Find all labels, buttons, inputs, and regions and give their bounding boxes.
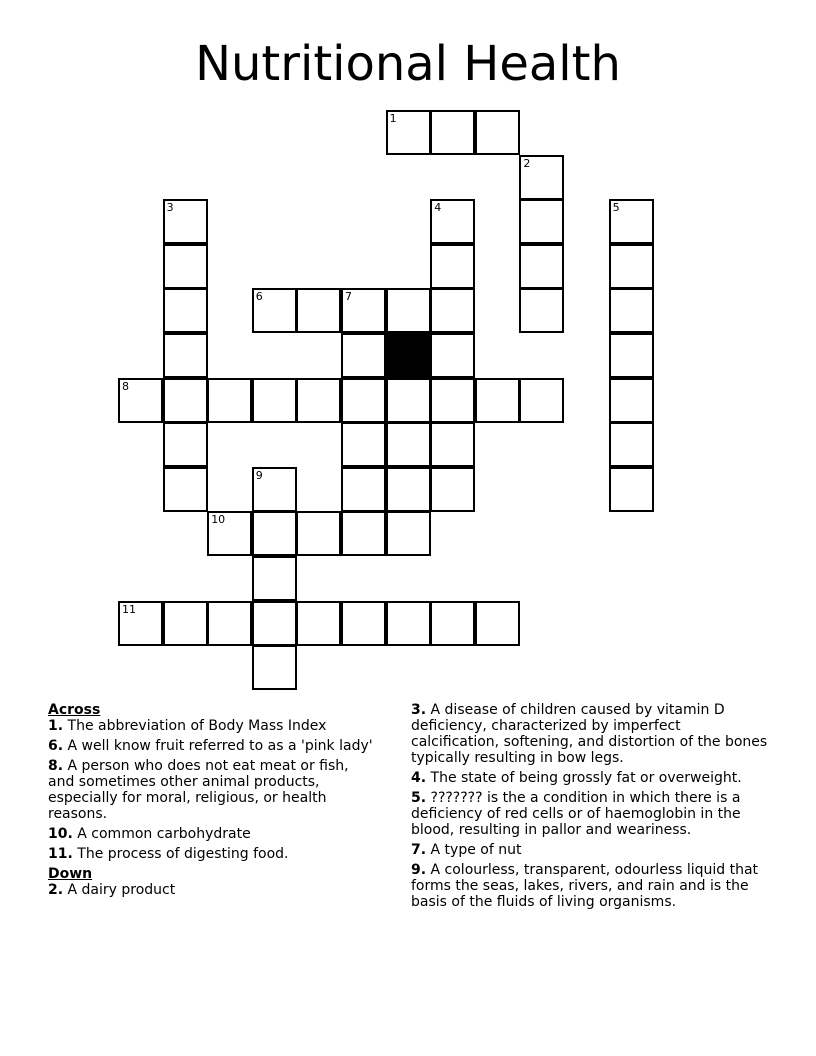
crossword-cell[interactable] (430, 244, 475, 289)
crossword-cell[interactable] (519, 199, 564, 244)
clue-number: 6 (255, 290, 263, 304)
clue-num: 4. (411, 770, 427, 786)
clue-number: 11 (122, 602, 136, 616)
crossword-cell[interactable] (296, 378, 341, 423)
crossword-cell[interactable] (296, 601, 341, 646)
clue-num: 6. (48, 738, 64, 754)
crossword-cell[interactable] (252, 556, 297, 601)
clue-num: 11. (48, 846, 73, 862)
crossword-cell[interactable] (386, 511, 431, 556)
clue-item (411, 770, 771, 786)
crossword-cell[interactable] (341, 378, 386, 423)
crossword-cell[interactable] (609, 333, 654, 378)
down-heading: Down (48, 866, 93, 882)
clue-item (411, 702, 771, 766)
crossword-cell[interactable] (386, 110, 431, 155)
crossword-cell[interactable] (341, 511, 386, 556)
clue-item (48, 758, 378, 822)
crossword-cell[interactable] (430, 199, 475, 244)
clue-num: 1. (48, 718, 64, 734)
down-clue-list-continued (411, 702, 771, 910)
clue-item (48, 882, 378, 898)
crossword-cell[interactable] (341, 333, 386, 378)
crossword-cell[interactable] (430, 601, 475, 646)
crossword-cell[interactable] (386, 422, 431, 467)
clue-num: 2. (48, 882, 64, 898)
clue-item (411, 862, 771, 910)
clue-num: 7. (411, 842, 427, 858)
crossword-cell[interactable] (430, 288, 475, 333)
crossword-cell[interactable] (296, 511, 341, 556)
crossword-cell[interactable] (609, 288, 654, 333)
crossword-cell[interactable] (163, 378, 208, 423)
clue-text: A well know fruit referred to as a 'pink lady' (67, 738, 373, 754)
clue-num: 8. (48, 758, 64, 774)
crossword-cell[interactable] (207, 601, 252, 646)
crossword-cell[interactable] (296, 288, 341, 333)
clue-number: 9 (255, 468, 263, 482)
clues-column-right (411, 702, 771, 914)
crossword-cell[interactable] (252, 645, 297, 690)
crossword-cell[interactable] (609, 422, 654, 467)
crossword-cell[interactable] (430, 422, 475, 467)
clue-item (48, 738, 378, 754)
clue-number: 3 (166, 201, 174, 215)
crossword-cell[interactable] (609, 199, 654, 244)
across-heading: Across (48, 702, 101, 718)
crossword-cell[interactable] (386, 378, 431, 423)
clue-number: 8 (122, 379, 129, 393)
clue-num: 9. (411, 862, 427, 878)
crossword-cell[interactable] (519, 288, 564, 333)
crossword-cell[interactable] (475, 110, 520, 155)
clue-text: A disease of children caused by vitamin D deficiency, characterized by imperfect calcification, softening, and distortion of the bones typically resulting in bow legs. (411, 702, 768, 766)
crossword-cell[interactable] (341, 467, 386, 512)
clue-text: ??????? is the a condition in which there is a deficiency of red cells or of haemoglobin in the blood, resulting in pallor and weariness. (411, 790, 741, 838)
crossword-cell[interactable] (118, 378, 163, 423)
crossword-cell[interactable] (252, 511, 297, 556)
clue-text: A colourless, transparent, odourless liquid that forms the seas, lakes, rivers, and rain and is the basis of the fluids of living organisms. (411, 862, 759, 910)
clue-num: 10. (48, 826, 73, 842)
crossword-cell[interactable] (519, 378, 564, 423)
crossword-cell[interactable] (341, 601, 386, 646)
crossword-cell[interactable] (475, 601, 520, 646)
clue-text: A type of nut (430, 842, 522, 858)
clue-item (48, 718, 378, 734)
black-square (386, 333, 431, 378)
crossword-cell[interactable] (386, 288, 431, 333)
crossword-cell[interactable] (519, 155, 564, 200)
clue-number: 4 (434, 201, 442, 215)
clue-text: A person who does not eat meat or fish, and sometimes other animal products, especially for moral, religious, or health reasons. (48, 758, 349, 822)
clue-text: The state of being grossly fat or overweight. (430, 770, 742, 786)
crossword-cell[interactable] (430, 333, 475, 378)
crossword-cell[interactable] (163, 601, 208, 646)
page-title: Nutritional Health (195, 36, 621, 92)
crossword-cell[interactable] (118, 601, 163, 646)
crossword-cell[interactable] (341, 422, 386, 467)
crossword-cell[interactable] (430, 110, 475, 155)
clue-text: A dairy product (67, 882, 176, 898)
clue-number: 7 (345, 290, 352, 304)
crossword-cell[interactable] (252, 288, 297, 333)
clue-item (48, 826, 378, 842)
clue-number: 2 (523, 156, 531, 170)
clue-number: 5 (612, 201, 620, 215)
crossword-cell[interactable] (386, 467, 431, 512)
crossword-cell[interactable] (609, 244, 654, 289)
crossword-cell[interactable] (519, 244, 564, 289)
crossword-cell[interactable] (163, 244, 208, 289)
clue-item (411, 842, 771, 858)
crossword-cell[interactable] (475, 378, 520, 423)
down-clue-list (48, 882, 378, 898)
clue-text: The process of digesting food. (77, 846, 289, 862)
clue-number: 10 (211, 513, 226, 527)
crossword-cell[interactable] (163, 422, 208, 467)
crossword-cell[interactable] (252, 467, 297, 512)
clue-item (411, 790, 771, 838)
clue-number: 1 (389, 112, 397, 125)
crossword-cell[interactable] (163, 467, 208, 512)
clue-text: The abbreviation of Body Mass Index (67, 718, 327, 734)
clues-column-left (48, 702, 378, 902)
across-clue-list (48, 718, 378, 862)
clue-item (48, 846, 378, 862)
crossword-cell[interactable] (163, 333, 208, 378)
crossword-cell[interactable] (609, 378, 654, 423)
crossword-cell[interactable] (163, 199, 208, 244)
crossword-cell[interactable] (430, 378, 475, 423)
crossword-cell[interactable] (207, 378, 252, 423)
clue-num: 3. (411, 702, 427, 718)
clue-text: A common carbohydrate (77, 826, 251, 842)
crossword-cell[interactable] (207, 511, 252, 556)
crossword-cell[interactable] (430, 467, 475, 512)
crossword-cell[interactable] (341, 288, 386, 333)
crossword-cell[interactable] (386, 601, 431, 646)
clue-num: 5. (411, 790, 427, 806)
crossword-cell[interactable] (252, 378, 297, 423)
crossword-cell[interactable] (252, 601, 297, 646)
crossword-cell[interactable] (163, 288, 208, 333)
crossword-cell[interactable] (609, 467, 654, 512)
